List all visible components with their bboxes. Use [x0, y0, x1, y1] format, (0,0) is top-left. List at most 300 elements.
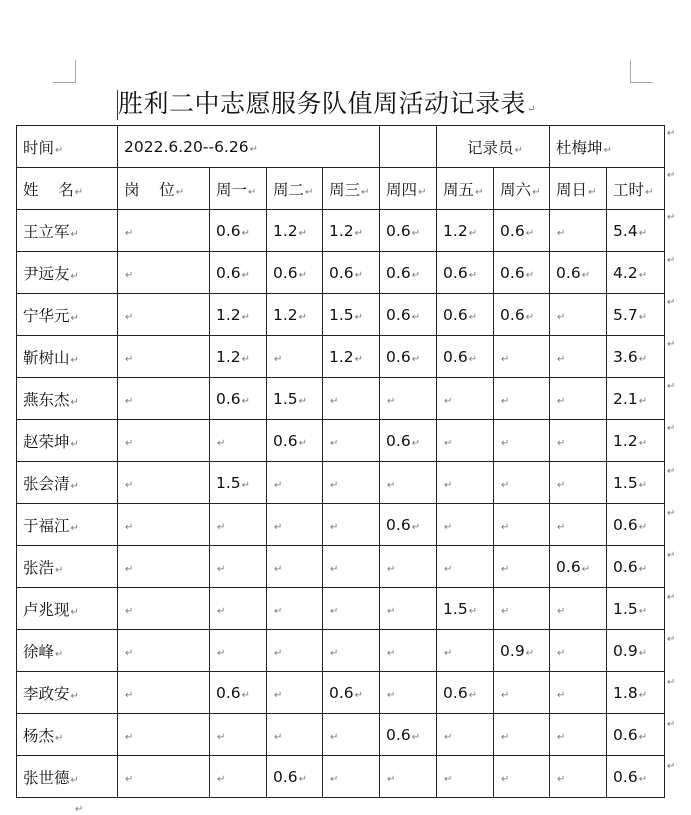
cell-wed[interactable] [323, 504, 380, 546]
cell-text: 0.6 [443, 305, 468, 324]
cell-mark-icon: ↵ [125, 731, 134, 743]
cell-fri[interactable] [437, 210, 494, 252]
cell-sat[interactable] [494, 714, 550, 756]
cell-mark-icon: ↵ [330, 395, 339, 407]
cell-mark-icon: ↵ [70, 480, 79, 492]
cell-name[interactable] [17, 588, 118, 630]
cell-text: 0.6 [556, 263, 581, 282]
cell-mark-icon: ↵ [411, 269, 421, 281]
table-row [17, 252, 665, 294]
row-end-mark-icon: ↵ [667, 296, 676, 308]
table-row [17, 672, 665, 714]
cell-text: 1.2 [443, 221, 468, 240]
cell-mon[interactable] [210, 420, 267, 462]
cell-fri[interactable] [437, 504, 494, 546]
cell-text: 李政安 [23, 684, 70, 703]
cell-mark-icon: ↵ [125, 479, 134, 491]
cell-mon[interactable] [210, 210, 267, 252]
cell-text: 张浩 [23, 558, 55, 577]
cell-tue[interactable] [267, 378, 323, 420]
cell-sun[interactable] [550, 504, 607, 546]
cell-sun[interactable] [550, 378, 607, 420]
cell-mark-icon: ↵ [638, 773, 648, 785]
cell-hours[interactable] [607, 420, 665, 462]
cell-tue[interactable] [267, 294, 323, 336]
cell-mark-icon: ↵ [501, 353, 510, 365]
cell-mon[interactable] [210, 714, 267, 756]
cell-mon[interactable] [210, 336, 267, 378]
cell-tue[interactable] [267, 210, 323, 252]
table-row [17, 504, 665, 546]
cell-mark-icon: ↵ [411, 437, 421, 449]
cell-tue[interactable] [267, 420, 323, 462]
cell-mark-icon: ↵ [330, 521, 339, 533]
cell-hours[interactable] [607, 252, 665, 294]
cell-thu[interactable] [380, 588, 437, 630]
cell-mark-icon: ↵ [217, 773, 226, 785]
cell-mark-icon: ↵ [501, 521, 510, 533]
col-header-wed[interactable]: 周三↵ [323, 168, 380, 210]
col-header-tue[interactable]: 周二↵ [267, 168, 323, 210]
cell-sun[interactable] [550, 294, 607, 336]
cell-mark-icon: ↵ [354, 353, 364, 365]
cell-text: 1.5 [273, 389, 298, 408]
cell-hours[interactable] [607, 672, 665, 714]
table-row [17, 756, 665, 798]
cell-sun[interactable] [550, 714, 607, 756]
cell-mark-icon: ↵ [217, 605, 226, 617]
cell-mon[interactable] [210, 504, 267, 546]
cell-wed[interactable] [323, 672, 380, 714]
cell-mark-icon: ↵ [557, 689, 566, 701]
cell-mark-icon: ↵ [217, 563, 226, 575]
cell-fri[interactable] [437, 672, 494, 714]
cell-name[interactable] [17, 672, 118, 714]
cell-post[interactable] [118, 210, 210, 252]
cell-post[interactable] [118, 630, 210, 672]
cell-post[interactable] [118, 294, 210, 336]
cell-sat[interactable] [494, 294, 550, 336]
cell-mark-icon: ↵ [330, 563, 339, 575]
cell-text: 0.6 [556, 557, 581, 576]
cell-mark-icon: ↵ [298, 269, 308, 281]
cell-mark-icon: ↵ [125, 269, 134, 281]
table-row [17, 336, 665, 378]
cell-sun[interactable] [550, 336, 607, 378]
cell-hours[interactable] [607, 294, 665, 336]
cell-post[interactable] [118, 378, 210, 420]
cell-text: 于福江 [23, 516, 70, 535]
cell-wed[interactable] [323, 420, 380, 462]
cell-mark-icon: ↵ [501, 437, 510, 449]
cell-fri[interactable] [437, 630, 494, 672]
cell-wed[interactable] [323, 252, 380, 294]
col-header-post[interactable]: 岗 位↵ [118, 168, 210, 210]
cell-mark-icon: ↵ [501, 395, 510, 407]
cell-hours[interactable] [607, 504, 665, 546]
cell-mark-icon: ↵ [387, 479, 396, 491]
cell-mark-icon: ↵ [125, 437, 134, 449]
col-header-mon[interactable]: 周一↵ [210, 168, 267, 210]
cell-mark-icon: ↵ [330, 773, 339, 785]
cell-fri[interactable] [437, 252, 494, 294]
cell-fri[interactable] [437, 420, 494, 462]
cell-thu[interactable] [380, 336, 437, 378]
cell-sat[interactable] [494, 630, 550, 672]
cell-text: 0.6 [613, 557, 638, 576]
col-header-sat[interactable]: 周六↵ [494, 168, 550, 210]
cell-mark-icon: ↵ [525, 311, 535, 323]
cell-sun[interactable] [550, 588, 607, 630]
cell-sun[interactable] [550, 252, 607, 294]
cell-mark-icon: ↵ [468, 605, 478, 617]
table-row [17, 210, 665, 252]
cell-name[interactable] [17, 378, 118, 420]
row-end-mark-icon: ↵ [667, 128, 676, 139]
cell-post[interactable] [118, 252, 210, 294]
row-end-mark-icon: ↵ [667, 507, 676, 519]
cell-thu[interactable] [380, 252, 437, 294]
cell-tue[interactable] [267, 714, 323, 756]
cell-post[interactable] [118, 672, 210, 714]
cell-mark-icon: ↵ [298, 395, 308, 407]
cell-name[interactable] [17, 420, 118, 462]
cell-mark-icon: ↵ [525, 269, 535, 281]
recorder-label-cell[interactable]: 记录员↵ [437, 126, 550, 168]
row-end-mark-icon: ↵ [667, 254, 676, 266]
cell-mark-icon: ↵ [241, 353, 251, 365]
cell-mark-icon: ↵ [274, 605, 283, 617]
cell-mon[interactable] [210, 294, 267, 336]
cell-text: 1.5 [613, 599, 638, 618]
cell-mark-icon: ↵ [70, 396, 79, 408]
cell-sun[interactable] [550, 546, 607, 588]
empty-header-cell[interactable] [380, 126, 437, 168]
cell-post[interactable] [118, 420, 210, 462]
cell-thu[interactable] [380, 462, 437, 504]
cell-fri[interactable] [437, 378, 494, 420]
row-end-mark-icon: ↵ [667, 212, 676, 224]
cell-text: 0.6 [329, 263, 354, 282]
col-header-fri[interactable]: 周五↵ [437, 168, 494, 210]
cell-post[interactable] [118, 714, 210, 756]
cell-mon[interactable] [210, 588, 267, 630]
cell-mark-icon: ↵ [298, 311, 308, 323]
cell-wed[interactable] [323, 462, 380, 504]
cell-thu[interactable] [380, 672, 437, 714]
cell-mark-icon: ↵ [241, 311, 251, 323]
cell-sun[interactable] [550, 672, 607, 714]
cell-mark-icon: ↵ [444, 521, 453, 533]
cell-sat[interactable] [494, 504, 550, 546]
row-end-mark-icon: ↵ [667, 339, 676, 350]
cell-text: 2.1 [613, 389, 638, 408]
cell-sat[interactable] [494, 336, 550, 378]
cell-thu[interactable] [380, 210, 437, 252]
cell-mark-icon: ↵ [501, 479, 510, 491]
date-range-cell[interactable]: 2022.6.20--6.26↵ [118, 126, 380, 168]
cell-mark-icon: ↵ [387, 773, 396, 785]
cell-tue[interactable] [267, 588, 323, 630]
cell-mon[interactable] [210, 546, 267, 588]
cell-hours[interactable] [607, 210, 665, 252]
cell-post[interactable] [118, 336, 210, 378]
cell-wed[interactable] [323, 210, 380, 252]
time-label-cell[interactable]: 时间↵ [17, 126, 118, 168]
cell-mark-icon: ↵ [274, 731, 283, 743]
cell-text: 0.6 [500, 305, 525, 324]
cell-mark-icon: ↵ [468, 269, 478, 281]
cell-text: 0.6 [386, 431, 411, 450]
cell-text: 王立军 [23, 222, 70, 241]
cell-thu[interactable] [380, 546, 437, 588]
cell-mark-icon: ↵ [468, 311, 478, 323]
cell-hours[interactable] [607, 588, 665, 630]
cell-mark-icon: ↵ [330, 437, 339, 449]
cell-sun[interactable] [550, 420, 607, 462]
cell-sat[interactable] [494, 252, 550, 294]
cell-text: 0.6 [216, 221, 241, 240]
col-header-thu[interactable]: 周四↵ [380, 168, 437, 210]
cell-mark-icon: ↵ [557, 479, 566, 491]
cell-mark-icon: ↵ [638, 269, 648, 281]
row-end-mark-icon: ↵ [667, 550, 676, 561]
cell-mark-icon: ↵ [638, 353, 648, 365]
cell-thu[interactable] [380, 378, 437, 420]
cell-mark-icon: ↵ [70, 312, 79, 324]
cell-tue[interactable] [267, 546, 323, 588]
cell-wed[interactable] [323, 378, 380, 420]
cell-mark-icon: ↵ [411, 731, 421, 743]
cell-text: 0.6 [386, 263, 411, 282]
cell-text: 0.6 [386, 725, 411, 744]
cell-mark-icon: ↵ [557, 773, 566, 785]
cell-text: 0.6 [613, 725, 638, 744]
cell-mark-icon: ↵ [387, 689, 396, 701]
cell-wed[interactable] [323, 630, 380, 672]
cell-text: 0.9 [613, 641, 638, 660]
cell-mark-icon: ↵ [557, 647, 566, 659]
cell-name[interactable] [17, 630, 118, 672]
cell-name[interactable] [17, 714, 118, 756]
cell-mark-icon: ↵ [217, 731, 226, 743]
row-end-mark-icon: ↵ [667, 170, 676, 182]
cell-sat[interactable] [494, 420, 550, 462]
cell-tue[interactable] [267, 336, 323, 378]
cell-mon[interactable] [210, 630, 267, 672]
cell-sun[interactable] [550, 210, 607, 252]
cell-mark-icon: ↵ [330, 479, 339, 491]
cell-text: 0.6 [613, 767, 638, 786]
cell-name[interactable] [17, 462, 118, 504]
cell-mark-icon: ↵ [125, 395, 134, 407]
cell-mark-icon: ↵ [125, 773, 134, 785]
cell-hours[interactable] [607, 630, 665, 672]
cell-text: 0.6 [443, 347, 468, 366]
cell-text: 0.6 [216, 389, 241, 408]
cell-post[interactable] [118, 504, 210, 546]
cell-wed[interactable] [323, 756, 380, 798]
cell-text: 0.6 [386, 347, 411, 366]
cell-mark-icon: ↵ [298, 773, 308, 785]
cell-mon[interactable] [210, 252, 267, 294]
cell-mark-icon: ↵ [557, 605, 566, 617]
cell-hours[interactable] [607, 546, 665, 588]
cell-text: 0.6 [443, 683, 468, 702]
cell-text: 尹远友 [23, 264, 70, 283]
cell-mark-icon: ↵ [70, 438, 79, 450]
cell-text: 杨杰 [23, 726, 55, 745]
cell-mon[interactable] [210, 756, 267, 798]
cell-mark-icon: ↵ [330, 647, 339, 659]
cell-mark-icon: ↵ [638, 521, 648, 533]
activity-record-table[interactable] [16, 125, 665, 798]
cell-fri[interactable] [437, 714, 494, 756]
cell-wed[interactable] [323, 588, 380, 630]
table-row [17, 588, 665, 630]
col-header-hours[interactable]: 工时↵ [607, 168, 665, 210]
cell-text: 卢兆现 [23, 600, 70, 619]
cell-text: 0.6 [500, 221, 525, 240]
table-row [17, 546, 665, 588]
cell-text: 1.2 [273, 305, 298, 324]
table-row [17, 714, 665, 756]
cell-text: 1.2 [329, 221, 354, 240]
cell-thu[interactable] [380, 630, 437, 672]
cell-mark-icon: ↵ [444, 563, 453, 575]
cell-fri[interactable] [437, 756, 494, 798]
cell-mark-icon: ↵ [274, 479, 283, 491]
cell-mark-icon: ↵ [70, 606, 79, 618]
cell-fri[interactable] [437, 546, 494, 588]
cell-post[interactable] [118, 462, 210, 504]
table-row [17, 294, 665, 336]
cell-sat[interactable] [494, 756, 550, 798]
cell-mark-icon: ↵ [411, 311, 421, 323]
cell-post[interactable] [118, 756, 210, 798]
cell-name[interactable] [17, 252, 118, 294]
table-body [17, 210, 665, 798]
col-header-name[interactable]: 姓 名↵ [17, 168, 118, 210]
table-row [17, 462, 665, 504]
cell-text: 0.6 [500, 263, 525, 282]
recorder-name-cell[interactable]: 杜梅坤↵ [550, 126, 665, 168]
cell-wed[interactable] [323, 546, 380, 588]
cell-tue[interactable] [267, 462, 323, 504]
cell-mark-icon: ↵ [274, 521, 283, 533]
cell-thu[interactable] [380, 504, 437, 546]
cell-fri[interactable] [437, 588, 494, 630]
document-title[interactable]: 胜利二中志愿服务队值周活动记录表↵ [118, 89, 536, 118]
cell-fri[interactable] [437, 336, 494, 378]
cell-tue[interactable] [267, 252, 323, 294]
cell-mark-icon: ↵ [217, 437, 226, 449]
cell-mon[interactable] [210, 378, 267, 420]
cell-mark-icon: ↵ [298, 227, 308, 239]
cell-mark-icon: ↵ [638, 605, 648, 617]
cell-fri[interactable] [437, 294, 494, 336]
cell-mark-icon: ↵ [354, 689, 364, 701]
cell-wed[interactable] [323, 294, 380, 336]
cell-name[interactable] [17, 336, 118, 378]
cell-sun[interactable] [550, 630, 607, 672]
cell-hours[interactable] [607, 462, 665, 504]
cell-text: 0.6 [386, 305, 411, 324]
paragraph-mark-icon: ↵ [75, 804, 84, 815]
cell-text: 赵荣坤 [23, 432, 70, 451]
cell-name[interactable] [17, 294, 118, 336]
cell-mark-icon: ↵ [330, 605, 339, 617]
cell-text: 1.2 [216, 347, 241, 366]
cell-sat[interactable] [494, 546, 550, 588]
cell-text: 0.6 [443, 263, 468, 282]
cell-mark-icon: ↵ [125, 227, 134, 239]
cell-text: 靳树山 [23, 348, 70, 367]
cell-name[interactable] [17, 756, 118, 798]
cell-text: 0.6 [273, 263, 298, 282]
cell-mark-icon: ↵ [274, 689, 283, 701]
cell-mark-icon: ↵ [330, 731, 339, 743]
cell-thu[interactable] [380, 294, 437, 336]
cell-mark-icon: ↵ [557, 521, 566, 533]
cell-tue[interactable] [267, 672, 323, 714]
cell-tue[interactable] [267, 630, 323, 672]
row-end-mark-icon: ↵ [667, 718, 676, 730]
cell-text: 0.6 [329, 683, 354, 702]
cell-text: 0.6 [216, 263, 241, 282]
cell-sat[interactable] [494, 462, 550, 504]
cell-hours[interactable] [607, 756, 665, 798]
cell-mark-icon: ↵ [125, 605, 134, 617]
cell-post[interactable] [118, 546, 210, 588]
cell-mark-icon: ↵ [241, 269, 251, 281]
cell-thu[interactable] [380, 714, 437, 756]
cell-mark-icon: ↵ [274, 647, 283, 659]
cell-thu[interactable] [380, 756, 437, 798]
cell-hours[interactable] [607, 714, 665, 756]
cell-sat[interactable] [494, 672, 550, 714]
col-header-sun[interactable]: 周日↵ [550, 168, 607, 210]
cell-name[interactable] [17, 546, 118, 588]
cell-thu[interactable] [380, 420, 437, 462]
cell-name[interactable] [17, 504, 118, 546]
cell-mark-icon: ↵ [125, 311, 134, 323]
cell-mark-icon: ↵ [501, 773, 510, 785]
table-row [17, 420, 665, 462]
cell-mon[interactable] [210, 672, 267, 714]
cell-post[interactable] [118, 588, 210, 630]
cell-hours[interactable] [607, 336, 665, 378]
cell-hours[interactable] [607, 378, 665, 420]
cell-sat[interactable] [494, 210, 550, 252]
cell-sat[interactable] [494, 378, 550, 420]
cell-mark-icon: ↵ [298, 437, 308, 449]
cell-wed[interactable] [323, 336, 380, 378]
cell-sun[interactable] [550, 756, 607, 798]
cell-sun[interactable] [550, 462, 607, 504]
cell-mark-icon: ↵ [525, 647, 535, 659]
cell-tue[interactable] [267, 504, 323, 546]
cell-tue[interactable] [267, 756, 323, 798]
cell-name[interactable] [17, 210, 118, 252]
cell-mon[interactable] [210, 462, 267, 504]
cell-mark-icon: ↵ [638, 227, 648, 239]
cell-mark-icon: ↵ [444, 731, 453, 743]
cell-fri[interactable] [437, 462, 494, 504]
cell-sat[interactable] [494, 588, 550, 630]
cell-mark-icon: ↵ [444, 395, 453, 407]
cell-wed[interactable] [323, 714, 380, 756]
